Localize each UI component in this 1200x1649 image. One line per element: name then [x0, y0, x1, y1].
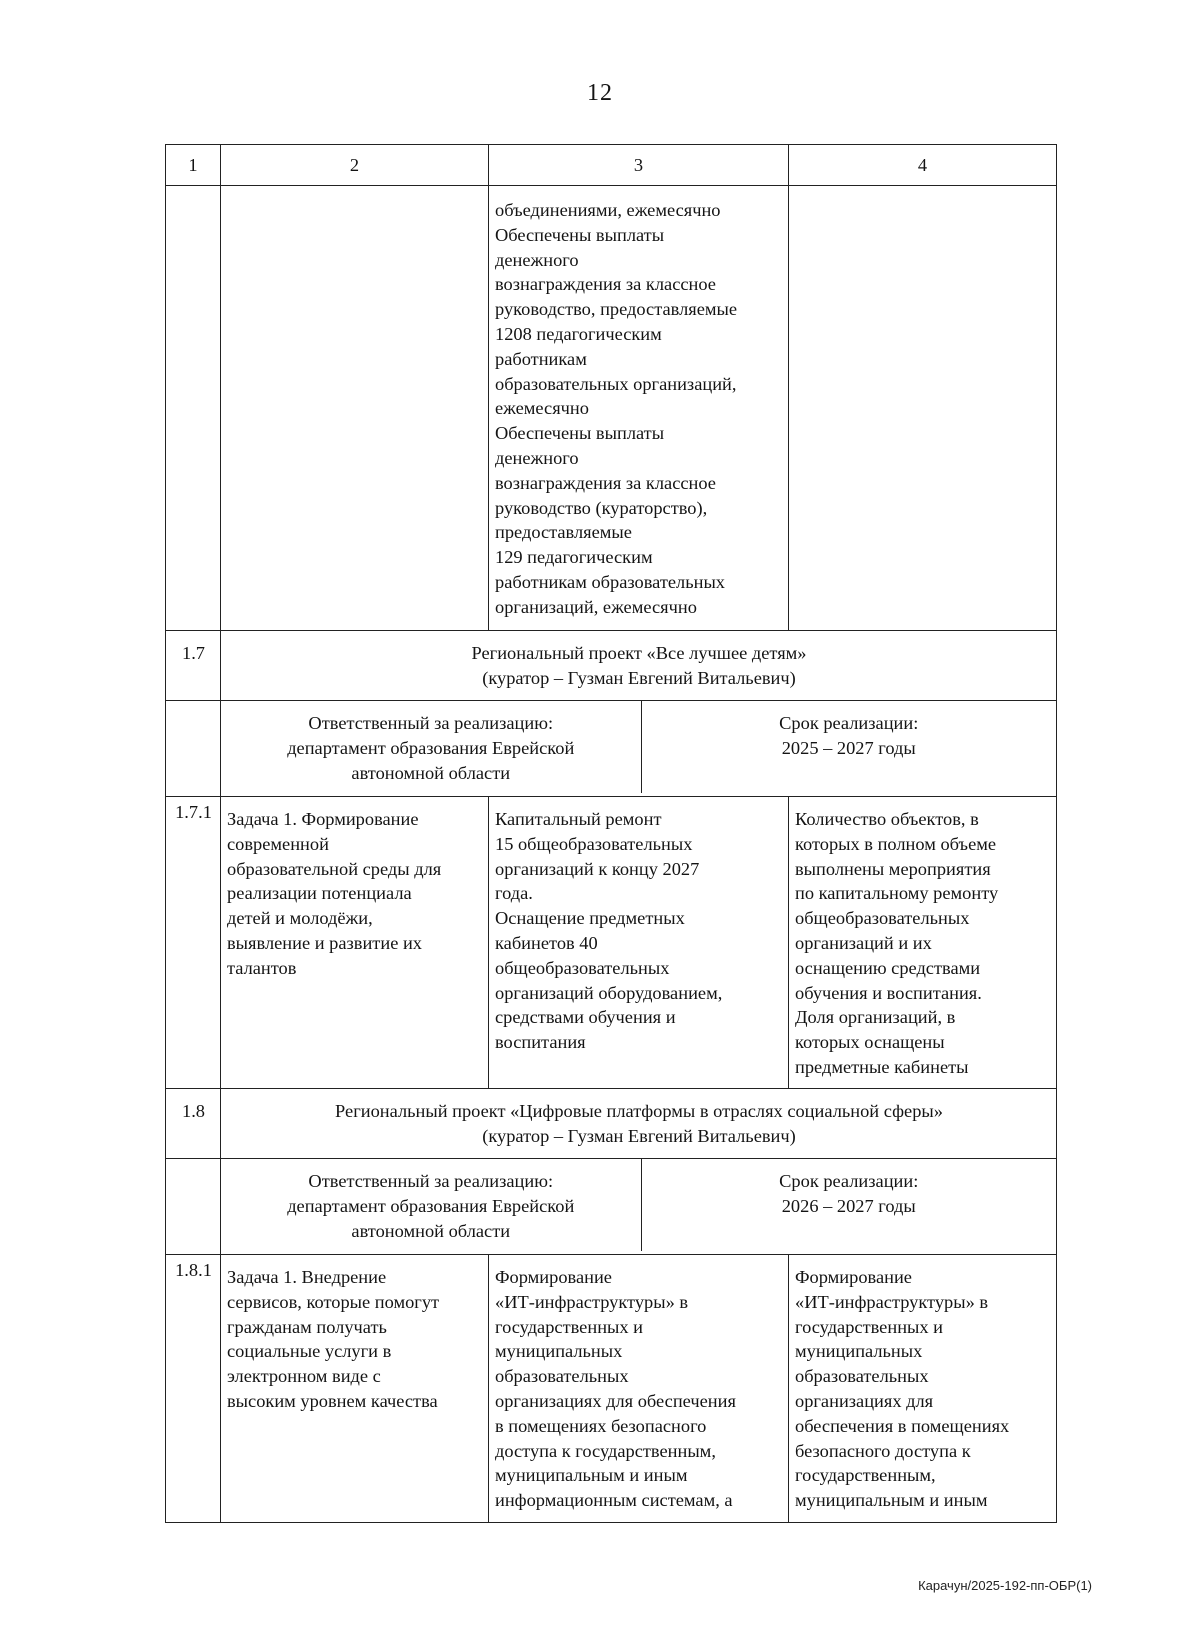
resp-num-cell — [166, 1159, 221, 1255]
text-line: образовательной среды для — [227, 858, 442, 879]
text-line: электронном виде с — [227, 1366, 381, 1387]
text-line: общеобразовательных — [495, 957, 670, 978]
text-line: выявление и развитие их — [227, 932, 422, 953]
task-row-1-8-1 — [166, 1255, 1057, 1523]
indicator-text — [789, 1255, 1057, 1523]
task-number: 1.8.1 — [166, 1255, 221, 1523]
text-line: высоким уровнем качества — [227, 1390, 438, 1411]
text-line: образовательных — [795, 1366, 929, 1387]
text-line: муниципальных — [495, 1341, 623, 1362]
text-line: работникам — [495, 348, 587, 369]
continuation-row — [166, 186, 1057, 631]
text-line: объединениями, ежемесячно — [495, 200, 721, 220]
text-line: Срок реализации: — [779, 713, 919, 733]
text-line: денежного — [495, 447, 579, 468]
text-line: 2025 – 2027 годы — [781, 737, 916, 758]
responsible-text — [221, 701, 641, 793]
text-line: обеспечения в помещениях — [795, 1415, 1010, 1436]
text-line: муниципальных — [795, 1341, 923, 1362]
text-line: социальные услуги в — [227, 1341, 392, 1362]
text-line: 2026 – 2027 годы — [781, 1195, 916, 1216]
responsible-text — [221, 1159, 641, 1251]
text-line: гражданам получать — [227, 1316, 387, 1337]
text-line: оснащению средствами — [795, 957, 981, 978]
text-line: которых в полном объеме — [795, 833, 997, 854]
text-line: «ИТ-инфраструктуры» в — [495, 1291, 689, 1312]
text-line: Капитальный ремонт — [495, 809, 662, 829]
project-title — [221, 1089, 1057, 1159]
text-line: Обеспечены выплаты — [495, 423, 665, 444]
cont-result-cell — [489, 186, 789, 631]
text-line: Обеспечены выплаты — [495, 224, 665, 245]
header-col-3: 3 — [489, 145, 789, 186]
term-text — [641, 701, 1056, 793]
text-line: предоставляемые — [495, 522, 632, 543]
header-row — [166, 145, 1057, 186]
result-text — [489, 1255, 789, 1523]
indicator-text — [789, 797, 1057, 1089]
text-line: 129 педагогическим — [495, 547, 653, 568]
text-line: 15 общеобразовательных — [495, 833, 693, 854]
text-line: руководство (кураторство), — [495, 497, 708, 518]
text-line: Формирование — [495, 1267, 612, 1287]
text-line: (куратор – Гузман Евгений Витальевич) — [482, 1125, 796, 1146]
resp-num-cell — [166, 701, 221, 797]
text-line: безопасного доступа к — [795, 1440, 971, 1461]
text-line: «ИТ-инфраструктуры» в — [795, 1291, 989, 1312]
text-line: руководство, предоставляемые — [495, 299, 738, 320]
text-line: организаций оборудованием, — [495, 982, 723, 1003]
program-table — [165, 144, 1057, 1523]
text-line: 1208 педагогическим — [495, 323, 662, 344]
text-line: Срок реализации: — [779, 1171, 919, 1191]
text-line: денежного — [495, 249, 579, 270]
text-line: организациях для обеспечения — [495, 1390, 736, 1411]
text-line: вознаграждения за классное — [495, 472, 716, 493]
project-title — [221, 631, 1057, 701]
text-line: государственным, — [795, 1465, 936, 1486]
text-line: организаций к концу 2027 — [495, 858, 700, 879]
text-line: средствами обучения и — [495, 1007, 676, 1028]
text-line: сервисов, которые помогут — [227, 1291, 440, 1312]
text-line: муниципальным и иным — [795, 1490, 988, 1511]
text-line: Количество объектов, в — [795, 809, 979, 829]
project-row-1-7 — [166, 631, 1057, 701]
text-line: Доля организаций, в — [795, 1007, 956, 1028]
text-line: Ответственный за реализацию: — [308, 713, 554, 733]
task-row-1-7-1 — [166, 797, 1057, 1089]
task-text — [221, 1255, 489, 1523]
text-line: в помещениях безопасного — [495, 1415, 707, 1436]
responsible-row-1-7 — [166, 701, 1057, 797]
text-line: кабинетов 40 — [495, 932, 598, 953]
text-line: детей и молодёжи, — [227, 908, 373, 929]
text-line: государственных и — [495, 1316, 644, 1337]
text-line: реализации потенциала — [227, 883, 412, 904]
text-line: обучения и воспитания. — [795, 982, 982, 1003]
page-number: 12 — [587, 80, 613, 106]
cont-num-cell — [166, 186, 221, 631]
text-line: автономной области — [351, 762, 511, 783]
text-line: муниципальным и иным — [495, 1465, 688, 1486]
text-line: информационным системам, а — [495, 1490, 733, 1511]
text-line: общеобразовательных — [795, 908, 970, 929]
responsible-row-1-8 — [166, 1159, 1057, 1255]
text-line: работникам образовательных — [495, 571, 725, 592]
text-line: воспитания — [495, 1032, 586, 1053]
text-line: Региональный проект «Цифровые платформы в отраслях социальной сферы» — [335, 1101, 943, 1121]
task-number: 1.7.1 — [166, 797, 221, 1089]
text-line: автономной области — [351, 1220, 511, 1241]
text-line: Задача 1. Формирование — [227, 809, 419, 829]
text-line: (куратор – Гузман Евгений Витальевич) — [482, 667, 796, 688]
text-line: предметные кабинеты — [795, 1056, 969, 1077]
text-line: выполнены мероприятия — [795, 858, 991, 879]
text-line: организаций и их — [795, 932, 932, 953]
text-line: года. — [495, 883, 533, 904]
text-line: организациях для — [795, 1390, 934, 1411]
text-line: которых оснащены — [795, 1032, 945, 1053]
resp-cell — [221, 701, 1057, 797]
text-line: Оснащение предметных — [495, 908, 685, 929]
document-code: Карачун/2025-192-пп-ОБР(1) — [918, 1578, 1092, 1593]
text-line: талантов — [227, 957, 297, 978]
project-number: 1.7 — [166, 631, 221, 701]
task-text — [221, 797, 489, 1089]
text-line: Задача 1. Внедрение — [227, 1267, 387, 1287]
text-line: современной — [227, 833, 329, 854]
text-line: вознаграждения за классное — [495, 274, 716, 295]
term-text — [641, 1159, 1056, 1251]
text-line: ежемесячно — [495, 398, 589, 419]
header-col-2: 2 — [221, 145, 489, 186]
text-line: Ответственный за реализацию: — [308, 1171, 554, 1191]
header-col-1: 1 — [166, 145, 221, 186]
text-line: Формирование — [795, 1267, 912, 1287]
project-row-1-8 — [166, 1089, 1057, 1159]
cont-indicator-cell — [789, 186, 1057, 631]
text-line: доступа к государственным, — [495, 1440, 716, 1461]
text-line: департамент образования Еврейской — [287, 1195, 575, 1216]
text-line: образовательных — [495, 1366, 629, 1387]
text-line: по капитальному ремонту — [795, 883, 999, 904]
result-text — [489, 797, 789, 1089]
text-line: департамент образования Еврейской — [287, 737, 575, 758]
cont-task-cell — [221, 186, 489, 631]
text-line: государственных и — [795, 1316, 944, 1337]
resp-cell — [221, 1159, 1057, 1255]
header-col-4: 4 — [789, 145, 1057, 186]
text-line: организаций, ежемесячно — [495, 596, 697, 617]
text-line: образовательных организаций, — [495, 373, 737, 394]
project-number: 1.8 — [166, 1089, 221, 1159]
text-line: Региональный проект «Все лучшее детям» — [471, 643, 807, 663]
